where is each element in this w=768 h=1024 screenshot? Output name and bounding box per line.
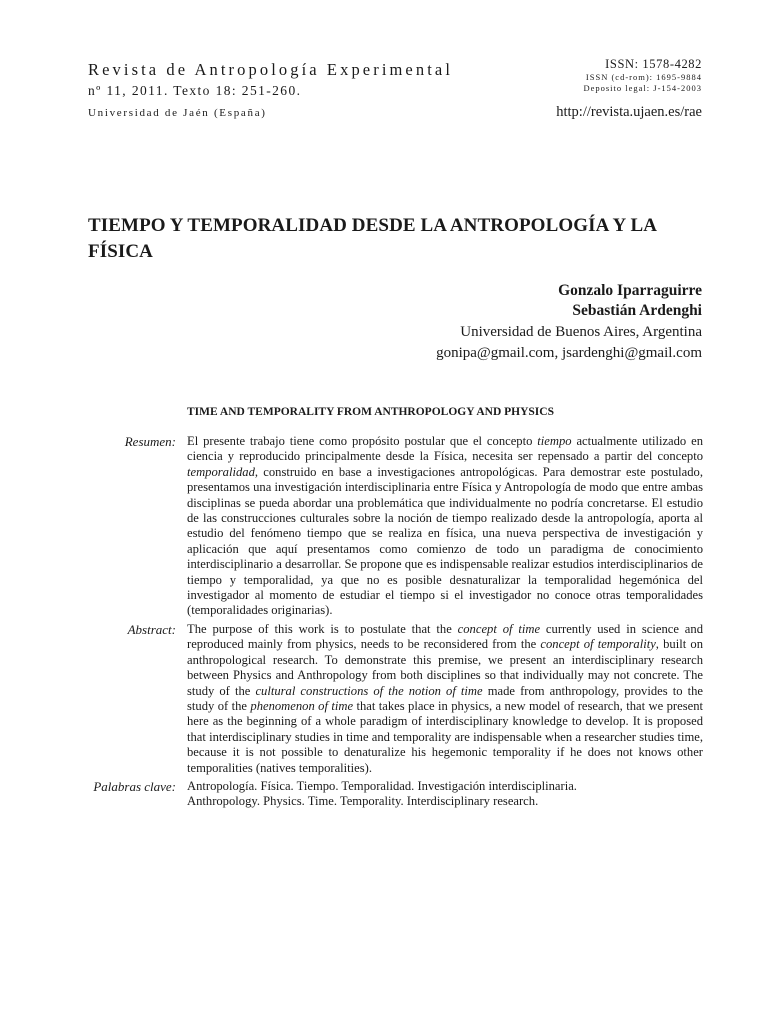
journal-header <box>88 60 528 121</box>
resumen-text-part: actualmente utilizado en ciencia y reproducido principalmente desde la Física, necesita ser repensado a partir del concepto <box>187 434 703 464</box>
article-title: TIEMPO Y TEMPORALIDAD DESDE LA ANTROPOLOGÍA Y LA FÍSICA <box>88 215 657 262</box>
resumen-label: Resumen: <box>124 434 176 449</box>
abstract-emphasis: phenomenon of time <box>250 699 354 714</box>
resumen-text <box>187 434 703 619</box>
resumen-emphasis: tiempo <box>537 434 572 448</box>
abstract-text-part: The purpose of this work is to postulate that the <box>187 622 458 636</box>
journal-name: Revista de Antropología Experimental <box>88 60 453 79</box>
resumen-text-part: El presente trabajo tiene como propósito postular que el concepto <box>187 434 538 448</box>
english-title: TIME AND TEMPORALITY FROM ANTHROPOLOGY AND PHYSICS <box>187 406 554 418</box>
resumen-text-part: , construido en base a investigaciones antropológicas. Para demostrar este postulado, presentamos una investigación interdisciplinaria entre Física y Antropología de modo que entre ambas disciplinas se pueda abordar una problemática que individualmente no podría concretarse. El estudio de las construcciones culturales sobre la noción de tiempo realizado desde la antropología, aporta al estudio del fenómeno tiempo que se realiza en física, una nueva perspectiva de investigación y aplicación que aquí presentamos como comienzo de todo un paradigma de conocimiento interdisciplinario a desarrollar. Se propone que es indispensable realizar estudios interdisciplinarios de tiempo y temporalidad, ya que no es posible desnaturalizar la temporalidad hegemónica del investigador al momento de estudiar el tiempo si el investigador no conoce otras temporalidades (temporalidades originarias). <box>187 464 703 618</box>
author-emails[interactable]: gonipa@gmail.com, jsardenghi@gmail.com <box>436 345 702 361</box>
keywords-label: Palabras clave: <box>93 779 176 794</box>
abstract-text-part: made from anthropology, provides to the study of the <box>187 683 703 714</box>
author-name: Sebastián Ardenghi <box>572 302 702 319</box>
abstract-emphasis: cultural constructions of the notion of time <box>255 683 483 698</box>
journal-url[interactable]: http://revista.ujaen.es/rae <box>556 104 702 120</box>
author-affiliation: Universidad de Buenos Aires, Argentina <box>460 324 702 340</box>
abstract-text-part: currently used in science and reproduced mainly from physics, needs to be reconsidered from the <box>187 622 703 652</box>
abstract-text-part: , built on anthropological research. To demonstrate this premise, we present an interdisciplinary research between Physics and Anthropology from both disciplines so that individually may not concrete. The study of the <box>187 637 703 698</box>
journal-university: Universidad de Jaén (España) <box>88 107 267 119</box>
deposito-legal: Deposito legal: J-154-2003 <box>583 82 702 93</box>
abstract-emphasis: concept of temporality <box>540 637 656 652</box>
author-name: Gonzalo Iparraguirre <box>558 282 702 299</box>
abstract-emphasis: concept of time <box>457 622 541 636</box>
issn: ISSN: 1578-4282 <box>605 57 702 71</box>
author-block <box>282 281 702 363</box>
resumen-emphasis: temporalidad <box>187 464 255 479</box>
keywords-text <box>187 779 703 810</box>
keywords-es: Antropología. Física. Tiempo. Temporalidad. Investigación interdisciplinaria. <box>187 779 577 793</box>
issn-block <box>502 57 702 121</box>
abstract-text-part: that takes place in physics, a new model of research, that we present here as the beginning of a whole paradigm of interdisciplinary knowledge to develop. It is proposed that interdisciplinary studies in time and temporality are indispensable when a researcher studies time, because it is not possible to denaturalize his hegemonic temporality if he does not knows other temporalities (natives temporalities). <box>187 699 703 775</box>
abstract-text <box>187 622 703 776</box>
abstract-label: Abstract: <box>127 622 176 637</box>
journal-issue: nº 11, 2011. Texto 18: 251-260. <box>88 83 302 98</box>
keywords-en: Anthropology. Physics. Time. Temporality. Interdisciplinary research. <box>187 794 539 809</box>
issn-cdrom: ISSN (cd-rom): 1695-9884 <box>585 72 702 82</box>
